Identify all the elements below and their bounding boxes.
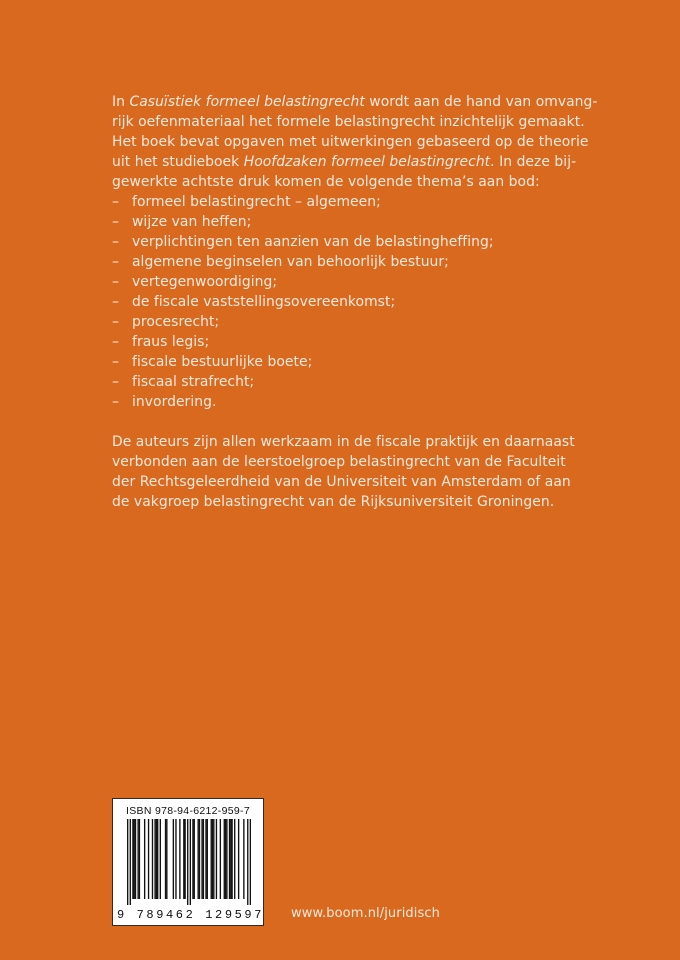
theme-item: [112, 372, 582, 392]
theme-item: [112, 192, 582, 212]
barcode-bar: [127, 819, 128, 905]
barcode-bar: [134, 819, 135, 899]
theme-item: [112, 272, 582, 292]
authors-line: der Rechtsgeleerdheid van de Universiteit van Amsterdam of aan: [112, 474, 571, 490]
barcode-bar: [166, 819, 167, 899]
theme-item: [112, 312, 582, 332]
barcode-bar: [226, 819, 227, 899]
dash-bullet: –: [112, 354, 119, 370]
barcode-bar: [190, 819, 191, 905]
back-cover-text: [112, 92, 598, 512]
barcode-bar: [197, 819, 198, 899]
barcode-bar: [183, 819, 184, 899]
barcode-bar: [234, 819, 235, 899]
barcode-bar: [212, 819, 213, 899]
theme-item: [112, 352, 582, 372]
barcode-bar: [137, 819, 138, 899]
themes-list: [112, 192, 582, 412]
theme-text: procesrecht;: [132, 314, 220, 330]
barcode-bar: [132, 819, 133, 899]
barcode-bar: [165, 819, 166, 899]
theme-item: [112, 392, 582, 412]
barcode-bar: [231, 819, 232, 899]
theme-text: algemene beginselen van behoorlijk bestuur;: [132, 254, 449, 270]
barcode-bar: [247, 819, 248, 905]
barcode-bar: [230, 819, 231, 899]
theme-text: vertegenwoordiging;: [132, 274, 278, 290]
barcode-bar: [213, 819, 214, 899]
theme-item: [112, 332, 582, 352]
authors-line: De auteurs zijn allen werkzaam in de fiscale praktijk en daarnaast: [112, 434, 575, 450]
intro-line-3: Het boek bevat opgaven met uitwerkingen gebaseerd op de theorie: [112, 134, 589, 150]
authors-line: verbonden aan de leerstoelgroep belastingrecht van de Faculteit: [112, 454, 566, 470]
intro-paragraph: [112, 92, 598, 192]
theme-text: formeel belastingrecht – algemeen;: [132, 194, 381, 210]
theme-text: fiscale bestuurlijke boete;: [132, 354, 313, 370]
barcode-bar: [175, 819, 176, 899]
intro-line-4: uit het studieboek Hoofdzaken formeel belastingrecht. In deze bij-: [112, 154, 577, 170]
barcode-bar: [229, 819, 230, 899]
authors-line: de vakgroep belastingrecht van de Rijksuniversiteit Groningen.: [112, 494, 555, 510]
barcode-bar: [148, 819, 149, 899]
barcode-bar: [216, 819, 217, 899]
dash-bullet: –: [112, 374, 119, 390]
theme-text: fraus legis;: [132, 334, 210, 350]
barcode-bars: [127, 819, 251, 905]
dash-bullet: –: [112, 214, 119, 230]
barcode-bar: [207, 819, 208, 899]
barcode-bar: [194, 819, 195, 899]
barcode-bar: [130, 819, 131, 905]
barcode-bar: [243, 819, 244, 899]
dash-bullet: –: [112, 294, 119, 310]
theme-text: de fiscale vaststellingsovereenkomst;: [132, 294, 396, 310]
theme-item: [112, 292, 582, 312]
book-title: Casuïstiek formeel belastingrecht: [129, 94, 365, 110]
theme-text: fiscaal strafrecht;: [132, 374, 255, 390]
barcode-bar: [152, 819, 153, 899]
barcode-bar: [179, 819, 180, 899]
dash-bullet: –: [112, 194, 119, 210]
barcode-bar: [184, 819, 185, 899]
theme-item: [112, 252, 582, 272]
barcode-bar: [173, 819, 174, 899]
barcode-bar: [187, 819, 188, 905]
intro-line-2: rijk oefenmateriaal het formele belastingrecht inzichtelijk gemaakt.: [112, 114, 585, 130]
study-book-title: Hoofdzaken formeel belastingrecht: [243, 154, 491, 170]
dash-bullet: –: [112, 314, 119, 330]
barcode-bar: [139, 819, 140, 899]
isbn-label: ISBN 978-94-6212-959-7: [126, 805, 250, 817]
theme-item: [112, 232, 582, 252]
barcode-bar: [135, 819, 136, 899]
ean-digits: 9 789462 129597: [117, 908, 265, 922]
barcode-bar: [220, 819, 221, 899]
isbn-barcode: [112, 798, 264, 926]
barcode-bar: [199, 819, 200, 899]
dash-bullet: –: [112, 334, 119, 350]
barcode-bar: [192, 819, 193, 899]
theme-text: verplichtingen ten aanzien van de belastingheffing;: [132, 234, 494, 250]
dash-bullet: –: [112, 274, 119, 290]
barcode-bar: [144, 819, 145, 899]
barcode-bar: [154, 819, 155, 899]
barcode-bar: [156, 819, 157, 899]
dash-bullet: –: [112, 254, 119, 270]
barcode-bar: [203, 819, 204, 899]
theme-item: [112, 212, 582, 232]
barcode-bar: [238, 819, 239, 899]
barcode-bar: [160, 819, 161, 899]
barcode-bar: [224, 819, 225, 899]
barcode-bar: [201, 819, 202, 899]
barcode-bar: [225, 819, 226, 899]
theme-text: invordering.: [132, 394, 217, 410]
dash-bullet: –: [112, 234, 119, 250]
authors-paragraph: [112, 432, 582, 512]
barcode-bar: [250, 819, 251, 905]
intro-line-5: gewerkte achtste druk komen de volgende thema’s aan bod:: [112, 174, 540, 190]
publisher-website: www.boom.nl/juridisch: [291, 906, 440, 921]
barcode-bar: [211, 819, 212, 899]
theme-text: wijze van heffen;: [132, 214, 252, 230]
intro-line-1: In Casuïstiek formeel belastingrecht wordt aan de hand van omvang-: [112, 94, 598, 110]
barcode-bar: [157, 819, 158, 899]
barcode-bar: [205, 819, 206, 899]
dash-bullet: –: [112, 394, 119, 410]
